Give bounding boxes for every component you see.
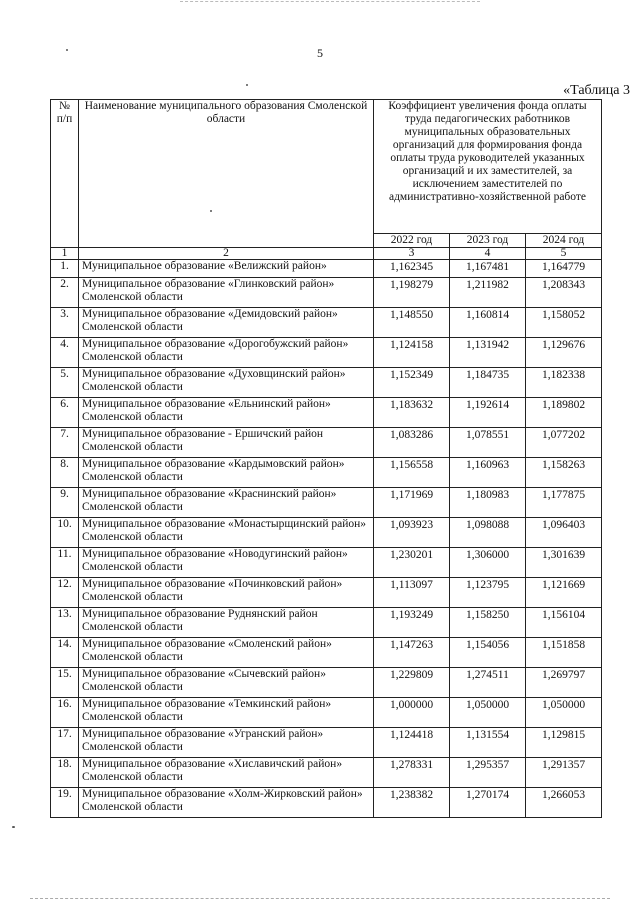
row-value-2024: 1,164779 xyxy=(526,260,602,278)
table-row xyxy=(51,578,602,608)
row-number: 9. xyxy=(51,488,79,518)
row-municipality-name: Муниципальное образование «Дорогобужский район» Смоленской области xyxy=(79,338,374,368)
row-value-2023: 1,078551 xyxy=(450,428,526,458)
row-value-2024: 1,266053 xyxy=(526,788,602,818)
row-value-2024: 1,151858 xyxy=(526,638,602,668)
table-row xyxy=(51,698,602,728)
row-value-2024: 1,129676 xyxy=(526,338,602,368)
table-row xyxy=(51,398,602,428)
row-number: 16. xyxy=(51,698,79,728)
row-value-2023: 1,192614 xyxy=(450,398,526,428)
header-year-2023: 2023 год xyxy=(450,234,526,248)
header-coefficient: Коэффициент увеличения фонда оплаты труда педагогических работников муниципальных образовательных организаций для формирования фонда оплаты труда руководителей указанных организаций и их заместителей, за исключением заместителей по административно-хозяйственной работе xyxy=(374,100,602,234)
row-municipality-name: Муниципальное образование «Новодугинский район» Смоленской области xyxy=(79,548,374,578)
row-municipality-name: Муниципальное образование «Краснинский район» Смоленской области xyxy=(79,488,374,518)
row-value-2022: 1,148550 xyxy=(374,308,450,338)
row-value-2023: 1,098088 xyxy=(450,518,526,548)
row-value-2022: 1,093923 xyxy=(374,518,450,548)
row-value-2024: 1,121669 xyxy=(526,578,602,608)
row-value-2023: 1,167481 xyxy=(450,260,526,278)
row-value-2024: 1,208343 xyxy=(526,278,602,308)
row-value-2023: 1,184735 xyxy=(450,368,526,398)
row-value-2022: 1,238382 xyxy=(374,788,450,818)
row-value-2022: 1,183632 xyxy=(374,398,450,428)
row-number: 14. xyxy=(51,638,79,668)
row-value-2024: 1,269797 xyxy=(526,668,602,698)
row-municipality-name: Муниципальное образование «Сычевский район» Смоленской области xyxy=(79,668,374,698)
table-row xyxy=(51,788,602,818)
row-number: 4. xyxy=(51,338,79,368)
table-row xyxy=(51,458,602,488)
header-number: № п/п xyxy=(51,100,79,248)
row-value-2022: 1,193249 xyxy=(374,608,450,638)
row-number: 18. xyxy=(51,758,79,788)
row-number: 13. xyxy=(51,608,79,638)
row-value-2023: 1,154056 xyxy=(450,638,526,668)
scan-speck xyxy=(246,84,248,86)
page-number: 5 xyxy=(317,46,323,60)
row-value-2022: 1,156558 xyxy=(374,458,450,488)
row-value-2024: 1,156104 xyxy=(526,608,602,638)
row-value-2023: 1,270174 xyxy=(450,788,526,818)
header-year-2022: 2022 год xyxy=(374,234,450,248)
row-value-2022: 1,171969 xyxy=(374,488,450,518)
row-value-2023: 1,211982 xyxy=(450,278,526,308)
row-number: 2. xyxy=(51,278,79,308)
row-value-2024: 1,077202 xyxy=(526,428,602,458)
row-value-2024: 1,096403 xyxy=(526,518,602,548)
row-number: 19. xyxy=(51,788,79,818)
row-number: 8. xyxy=(51,458,79,488)
table-row xyxy=(51,758,602,788)
row-value-2022: 1,230201 xyxy=(374,548,450,578)
column-index-5: 5 xyxy=(526,248,602,260)
header-year-2024: 2024 год xyxy=(526,234,602,248)
row-municipality-name: Муниципальное образование «Угранский район» Смоленской области xyxy=(79,728,374,758)
table-row xyxy=(51,728,602,758)
row-municipality-name: Муниципальное образование «Глинковский район» Смоленской области xyxy=(79,278,374,308)
row-municipality-name: Муниципальное образование - Ершичский район Смоленской области xyxy=(79,428,374,458)
row-value-2022: 1,124418 xyxy=(374,728,450,758)
scan-edge-artifact xyxy=(30,898,610,902)
table-row xyxy=(51,548,602,578)
table-row xyxy=(51,308,602,338)
scan-edge-artifact xyxy=(180,1,480,3)
row-value-2022: 1,113097 xyxy=(374,578,450,608)
row-municipality-name: Муниципальное образование «Кардымовский район» Смоленской области xyxy=(79,458,374,488)
scan-speck xyxy=(66,49,68,51)
row-value-2022: 1,278331 xyxy=(374,758,450,788)
row-number: 3. xyxy=(51,308,79,338)
row-value-2023: 1,306000 xyxy=(450,548,526,578)
row-value-2023: 1,160814 xyxy=(450,308,526,338)
row-value-2024: 1,182338 xyxy=(526,368,602,398)
row-value-2022: 1,124158 xyxy=(374,338,450,368)
table-row xyxy=(51,428,602,458)
row-value-2024: 1,158052 xyxy=(526,308,602,338)
row-value-2022: 1,000000 xyxy=(374,698,450,728)
column-index-1: 1 xyxy=(51,248,79,260)
row-municipality-name: Муниципальное образование «Духовщинский район» Смоленской области xyxy=(79,368,374,398)
row-value-2024: 1,050000 xyxy=(526,698,602,728)
row-municipality-name: Муниципальное образование «Хиславичский район» Смоленской области xyxy=(79,758,374,788)
table-row xyxy=(51,668,602,698)
table-row xyxy=(51,260,602,278)
row-municipality-name: Муниципальное образование «Велижский район» xyxy=(79,260,374,278)
row-municipality-name: Муниципальное образование «Смоленский район» Смоленской области xyxy=(79,638,374,668)
row-municipality-name: Муниципальное образование «Темкинский район» Смоленской области xyxy=(79,698,374,728)
column-index-2: 2 xyxy=(79,248,374,260)
row-number: 6. xyxy=(51,398,79,428)
row-number: 12. xyxy=(51,578,79,608)
table-caption: «Таблица 3 xyxy=(563,83,630,98)
scan-speck xyxy=(12,826,15,828)
row-value-2024: 1,291357 xyxy=(526,758,602,788)
table-row xyxy=(51,518,602,548)
table-row xyxy=(51,368,602,398)
row-value-2023: 1,160963 xyxy=(450,458,526,488)
row-number: 7. xyxy=(51,428,79,458)
row-value-2024: 1,129815 xyxy=(526,728,602,758)
row-value-2023: 1,180983 xyxy=(450,488,526,518)
row-value-2023: 1,050000 xyxy=(450,698,526,728)
column-index-3: 3 xyxy=(374,248,450,260)
row-value-2023: 1,158250 xyxy=(450,608,526,638)
row-number: 11. xyxy=(51,548,79,578)
row-municipality-name: Муниципальное образование «Монастырщинский район» Смоленской области xyxy=(79,518,374,548)
row-municipality-name: Муниципальное образование «Ельнинский район» Смоленской области xyxy=(79,398,374,428)
table-row xyxy=(51,338,602,368)
header-name: Наименование муниципального образования Смоленской области xyxy=(79,100,374,248)
row-number: 17. xyxy=(51,728,79,758)
table-row xyxy=(51,278,602,308)
row-value-2022: 1,198279 xyxy=(374,278,450,308)
table-row xyxy=(51,638,602,668)
row-value-2023: 1,123795 xyxy=(450,578,526,608)
row-value-2024: 1,189802 xyxy=(526,398,602,428)
coefficients-table xyxy=(50,99,602,818)
row-value-2024: 1,158263 xyxy=(526,458,602,488)
row-value-2022: 1,162345 xyxy=(374,260,450,278)
row-value-2023: 1,295357 xyxy=(450,758,526,788)
table-row xyxy=(51,488,602,518)
row-municipality-name: Муниципальное образование «Демидовский район» Смоленской области xyxy=(79,308,374,338)
row-value-2024: 1,301639 xyxy=(526,548,602,578)
row-number: 5. xyxy=(51,368,79,398)
row-value-2022: 1,229809 xyxy=(374,668,450,698)
row-value-2022: 1,152349 xyxy=(374,368,450,398)
row-municipality-name: Муниципальное образование Руднянский район Смоленской области xyxy=(79,608,374,638)
table-row xyxy=(51,608,602,638)
row-value-2023: 1,131942 xyxy=(450,338,526,368)
row-municipality-name: Муниципальное образование «Холм-Жирковский район» Смоленской области xyxy=(79,788,374,818)
row-value-2022: 1,147263 xyxy=(374,638,450,668)
row-municipality-name: Муниципальное образование «Починковский район» Смоленской области xyxy=(79,578,374,608)
row-number: 1. xyxy=(51,260,79,278)
row-value-2024: 1,177875 xyxy=(526,488,602,518)
row-number: 15. xyxy=(51,668,79,698)
row-value-2023: 1,131554 xyxy=(450,728,526,758)
column-index-4: 4 xyxy=(450,248,526,260)
row-value-2022: 1,083286 xyxy=(374,428,450,458)
row-number: 10. xyxy=(51,518,79,548)
row-value-2023: 1,274511 xyxy=(450,668,526,698)
